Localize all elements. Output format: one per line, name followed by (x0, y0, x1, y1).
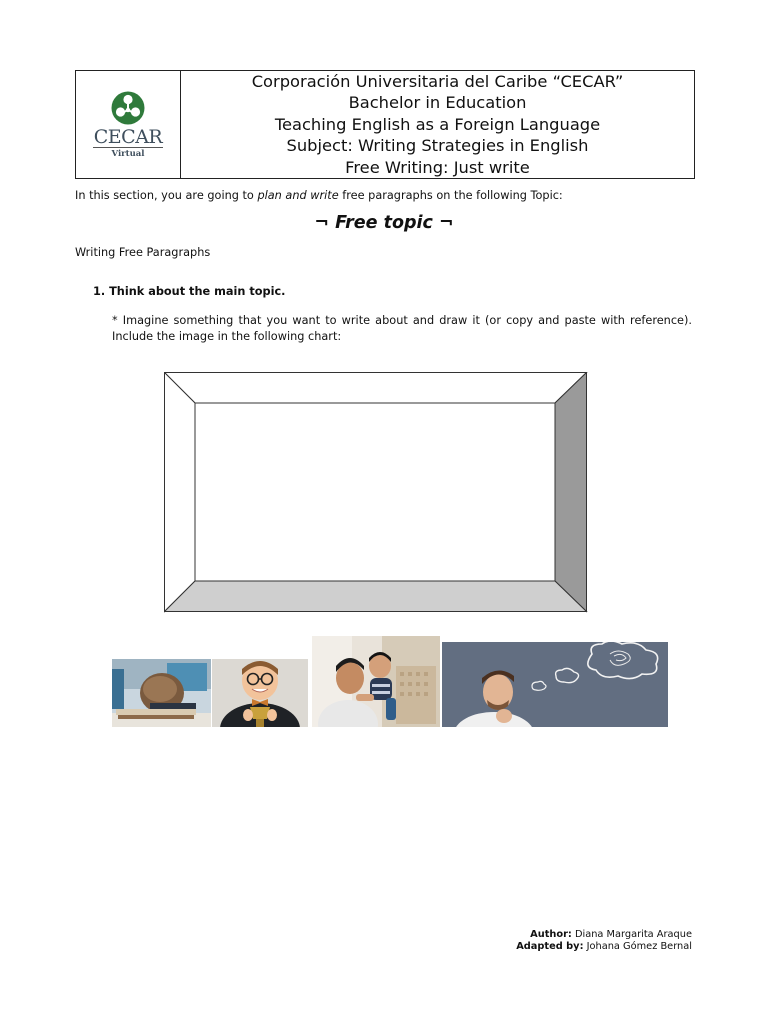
father-carrying-son-photo (312, 636, 440, 727)
activity-name: Free Writing: Just write (345, 157, 530, 177)
frame-left-bevel (165, 373, 196, 612)
adapted-label: Adapted by: (516, 941, 584, 952)
boy-with-glasses-and-trophy-photo (212, 659, 308, 727)
thinking-man-chalkboard-photo (442, 642, 668, 727)
frame-right-bevel (555, 373, 587, 612)
intro-text (75, 189, 563, 202)
adapted-name: Johana Gómez Bernal (583, 941, 692, 952)
frame-bottom-bevel (165, 581, 587, 612)
author-line (516, 929, 692, 941)
course-name: Teaching English as a Foreign Language (274, 114, 601, 134)
frame-top-bevel (165, 373, 587, 404)
logo-subtext: Virtual (111, 148, 145, 159)
topic-heading: ¬ Free topic ¬ (314, 213, 454, 233)
institution-name: Corporación Universitaria del Caribe “CECAR” (251, 71, 624, 91)
intro-emphasis: plan and write (257, 189, 339, 202)
step-title: Think about the main topic. (109, 285, 286, 298)
author-name: Diana Margarita Araque (571, 929, 692, 940)
student-sleeping-on-books-photo (112, 659, 211, 727)
intro-after: free paragraphs on the following Topic: (338, 189, 563, 202)
cecar-logo-icon (110, 91, 146, 125)
instruction-text: * Imagine something that you want to write about and draw it (or copy and paste with reference). Include the image in the following chart: (112, 314, 692, 343)
picture-frame[interactable] (164, 372, 588, 614)
step-heading (93, 285, 285, 298)
frame-inner-area[interactable] (195, 403, 555, 581)
subject-name: Subject: Writing Strategies in English (286, 136, 589, 156)
logo (76, 71, 181, 178)
step-number: 1. (93, 285, 106, 298)
intro-before: In this section, you are going to (75, 189, 258, 202)
header-title-block (181, 71, 694, 178)
photo-strip (112, 634, 668, 728)
program-name: Bachelor in Education (348, 93, 527, 113)
header-box (75, 70, 695, 179)
author-label: Author: (530, 929, 572, 940)
section-label: Writing Free Paragraphs (75, 246, 211, 259)
logo-text: CECAR (93, 125, 163, 148)
adapted-line (516, 941, 692, 953)
author-credits (516, 929, 692, 953)
